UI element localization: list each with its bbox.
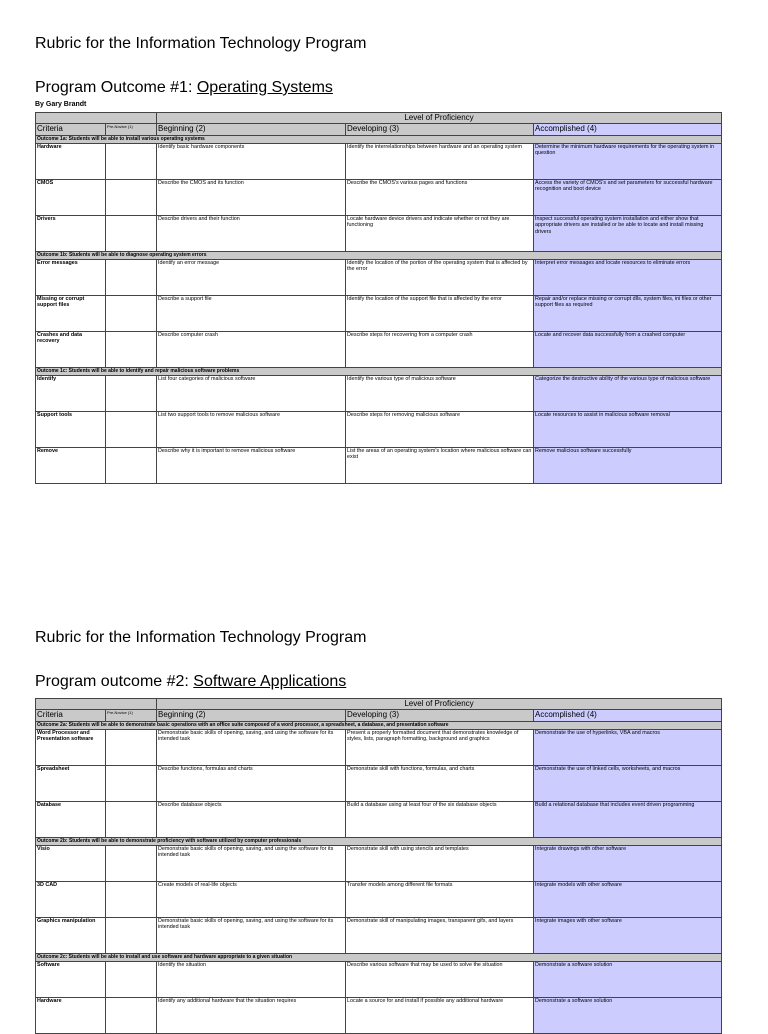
table-row xyxy=(36,962,722,998)
beginning-cell: Identify the situation xyxy=(157,962,346,998)
prenovice-cell xyxy=(106,998,157,1034)
criteria-header: Criteria xyxy=(36,710,106,722)
developing-cell: List the areas of an operating system's location where malicious software can exist xyxy=(346,448,534,484)
developing-cell: Identify the various type of malicious software xyxy=(346,376,534,412)
document-title: Rubric for the Information Technology Program xyxy=(35,629,367,646)
table-row xyxy=(36,216,722,252)
accomplished-cell: Access the variety of CMOS's and set parameters for successful hardware recognition and boot device xyxy=(534,180,722,216)
beginning-cell: Describe why it is important to remove malicious software xyxy=(157,448,346,484)
rubric-table xyxy=(35,112,722,484)
prenovice-cell xyxy=(106,180,157,216)
criteria-cell: 3D CAD xyxy=(36,882,106,918)
table-row xyxy=(36,766,722,802)
criteria-cell: CMOS xyxy=(36,180,106,216)
table-row xyxy=(36,802,722,838)
accomplished-cell: Demonstrate a software solution xyxy=(534,962,722,998)
outcome-group-row xyxy=(36,954,722,962)
outcome-group-row xyxy=(36,136,722,144)
table-row xyxy=(36,332,722,368)
developing-header: Developing (3) xyxy=(346,710,534,722)
outcome-group-label: Outcome 2c: Students will be able to install and use software and hardware appropriate to a given situation xyxy=(36,954,722,962)
beginning-cell: List two support tools to remove malicious software xyxy=(157,412,346,448)
document-title: Rubric for the Information Technology Program xyxy=(35,35,367,52)
criteria-cell: Crashes and data recovery xyxy=(36,332,106,368)
criteria-cell: Graphics manipulation xyxy=(36,918,106,954)
beginning-cell: Demonstrate basic skills of opening, saving, and using the software for its intended task xyxy=(157,846,346,882)
beginning-cell: Describe drivers and their function xyxy=(157,216,346,252)
column-header-row xyxy=(36,710,722,722)
criteria-cell: Hardware xyxy=(36,998,106,1034)
accomplished-cell: Determine the minimum hardware requirements for the operating system in question xyxy=(534,144,722,180)
developing-cell: Describe various software that may be used to solve the situation xyxy=(346,962,534,998)
accomplished-cell: Repair and/or replace missing or corrupt dlls, system files, ini files or other support files as required xyxy=(534,296,722,332)
beginning-cell: Create models of real-life objects xyxy=(157,882,346,918)
column-header-row xyxy=(36,124,722,136)
criteria-cell: Database xyxy=(36,802,106,838)
table-row xyxy=(36,260,722,296)
accomplished-header: Accomplished (4) xyxy=(534,124,722,136)
developing-cell: Demonstrate skill of manipulating images, transparent gifs, and layers xyxy=(346,918,534,954)
accomplished-cell: Demonstrate a software solution xyxy=(534,998,722,1034)
level-header-row xyxy=(36,113,722,124)
level-header-row xyxy=(36,699,722,710)
prenovice-cell xyxy=(106,260,157,296)
developing-cell: Present a properly formatted document that demonstrates knowledge of styles, lists, paragraph formatting, background and graphics xyxy=(346,730,534,766)
developing-cell: Locate hardware device drivers and indicate whether or not they are functioning xyxy=(346,216,534,252)
criteria-cell: Spreadsheet xyxy=(36,766,106,802)
criteria-cell: Missing or corrupt support files xyxy=(36,296,106,332)
accomplished-cell: Demonstrate the use of linked cells, worksheets, and macros xyxy=(534,766,722,802)
outcome-prefix: Program Outcome #1: xyxy=(35,79,197,96)
accomplished-cell: Integrate images with other software xyxy=(534,918,722,954)
outcome-group-label: Outcome 1c: Students will be able to identify and repair malicious software problems xyxy=(36,368,722,376)
prenovice-cell xyxy=(106,448,157,484)
table-row xyxy=(36,180,722,216)
developing-cell: Demonstrate skill with using stencils and templates xyxy=(346,846,534,882)
outcome-group-label: Outcome 1b: Students will be able to diagnose operating system errors xyxy=(36,252,722,260)
developing-cell: Identify the location of the support file that is affected by the error xyxy=(346,296,534,332)
table-row xyxy=(36,296,722,332)
outcome-group-row xyxy=(36,722,722,730)
beginning-cell: Demonstrate basic skills of opening, saving, and using the software for its intended task xyxy=(157,918,346,954)
developing-cell: Describe steps for removing malicious software xyxy=(346,412,534,448)
criteria-cell: Remove xyxy=(36,448,106,484)
accomplished-cell: Demonstrate the use of hyperlinks, VBA and macros xyxy=(534,730,722,766)
criteria-cell: Visio xyxy=(36,846,106,882)
table-row xyxy=(36,412,722,448)
rubric-table xyxy=(35,698,722,1034)
outcome-prefix: Program outcome #2: xyxy=(35,673,194,690)
criteria-cell: Support tools xyxy=(36,412,106,448)
beginning-cell: List four categories of malicious software xyxy=(157,376,346,412)
prenovice-cell xyxy=(106,730,157,766)
outcome-name: Operating Systems xyxy=(196,79,333,96)
developing-cell: Describe the CMOS's various pages and functions xyxy=(346,180,534,216)
blank-cell xyxy=(36,113,157,124)
rubric-section-operating-systems xyxy=(35,34,721,484)
criteria-cell: Hardware xyxy=(36,144,106,180)
accomplished-header: Accomplished (4) xyxy=(534,710,722,722)
table-row xyxy=(36,882,722,918)
prenovice-cell xyxy=(106,412,157,448)
criteria-cell: Software xyxy=(36,962,106,998)
outcome-group-label: Outcome 2b: Students will be able to demonstrate proficiency with software utilized by computer professionals xyxy=(36,838,722,846)
accomplished-cell: Remove malicious software successfully xyxy=(534,448,722,484)
beginning-cell: Demonstrate basic skills of opening, saving, and using the software for its intended task xyxy=(157,730,346,766)
beginning-cell: Identify any additional hardware that the situation requires xyxy=(157,998,346,1034)
criteria-cell: Error messages xyxy=(36,260,106,296)
criteria-cell: Drivers xyxy=(36,216,106,252)
table-row xyxy=(36,730,722,766)
table-row xyxy=(36,846,722,882)
prenovice-header: Pre-Novice (1) xyxy=(106,710,157,722)
developing-cell: Demonstrate skill with functions, formulas, and charts xyxy=(346,766,534,802)
beginning-header: Beginning (2) xyxy=(157,124,346,136)
outcome-group-label: Outcome 1a: Students will be able to install various operating systems xyxy=(36,136,722,144)
table-row xyxy=(36,144,722,180)
prenovice-cell xyxy=(106,296,157,332)
prenovice-cell xyxy=(106,332,157,368)
developing-cell: Build a database using at least four of the six database objects xyxy=(346,802,534,838)
outcome-group-row xyxy=(36,252,722,260)
accomplished-cell: Inspect successful operating system installation and either show that appropriate drivers are installed or be able to locate and install missing drivers xyxy=(534,216,722,252)
developing-header: Developing (3) xyxy=(346,124,534,136)
author-byline: By Gary Brandt xyxy=(35,101,87,108)
table-row xyxy=(36,448,722,484)
table-row xyxy=(36,376,722,412)
accomplished-cell: Build a relational database that includes event driven programming xyxy=(534,802,722,838)
outcome-name: Software Applications xyxy=(193,673,347,690)
blank-cell xyxy=(36,699,157,710)
criteria-cell: Identify xyxy=(36,376,106,412)
prenovice-header: Pre-Novice (1) xyxy=(106,124,157,136)
developing-cell: Transfer models among different file formats xyxy=(346,882,534,918)
prenovice-cell xyxy=(106,918,157,954)
developing-cell: Identify the location of the portion of the operating system that is affected by the error xyxy=(346,260,534,296)
prenovice-cell xyxy=(106,802,157,838)
accomplished-cell: Integrate drawings with other software xyxy=(534,846,722,882)
developing-cell: Identify the interrelationships between hardware and an operating system xyxy=(346,144,534,180)
table-row xyxy=(36,918,722,954)
accomplished-cell: Interpret error messages and locate resources to eliminate errors xyxy=(534,260,722,296)
prenovice-cell xyxy=(106,962,157,998)
beginning-cell: Describe the CMOS and its function xyxy=(157,180,346,216)
outcome-group-row xyxy=(36,368,722,376)
beginning-cell: Identify basic hardware components xyxy=(157,144,346,180)
criteria-header: Criteria xyxy=(36,124,106,136)
accomplished-cell: Integrate models with other software xyxy=(534,882,722,918)
level-of-proficiency-header: Level of Proficiency xyxy=(157,699,722,710)
prenovice-cell xyxy=(106,216,157,252)
beginning-cell: Describe functions, formulas and charts xyxy=(157,766,346,802)
accomplished-cell: Locate and recover data successfully from a crashed computer xyxy=(534,332,722,368)
rubric-section-software-applications xyxy=(35,628,721,1034)
accomplished-cell: Categorize the destructive ability of the various type of malicious software xyxy=(534,376,722,412)
developing-cell: Describe steps for recovering from a computer crash xyxy=(346,332,534,368)
prenovice-cell xyxy=(106,766,157,802)
beginning-cell: Describe computer crash xyxy=(157,332,346,368)
developing-cell: Locate a source for and install if possible any additional hardware xyxy=(346,998,534,1034)
table-row xyxy=(36,998,722,1034)
outcome-group-row xyxy=(36,838,722,846)
beginning-header: Beginning (2) xyxy=(157,710,346,722)
program-outcome-heading xyxy=(35,78,721,98)
prenovice-cell xyxy=(106,144,157,180)
level-of-proficiency-header: Level of Proficiency xyxy=(157,113,722,124)
beginning-cell: Describe a support file xyxy=(157,296,346,332)
beginning-cell: Identify an error message xyxy=(157,260,346,296)
outcome-group-label: Outcome 2a: Students will be able to demonstrate basic operations with an office suite composed of a word processor, a spreadsheet, a database, and presentation software xyxy=(36,722,722,730)
prenovice-cell xyxy=(106,882,157,918)
beginning-cell: Describe database objects xyxy=(157,802,346,838)
accomplished-cell: Locate resources to assist in malicious software removal xyxy=(534,412,722,448)
program-outcome-heading xyxy=(35,672,721,692)
criteria-cell: Word Processor and Presentation software xyxy=(36,730,106,766)
prenovice-cell xyxy=(106,376,157,412)
prenovice-cell xyxy=(106,846,157,882)
